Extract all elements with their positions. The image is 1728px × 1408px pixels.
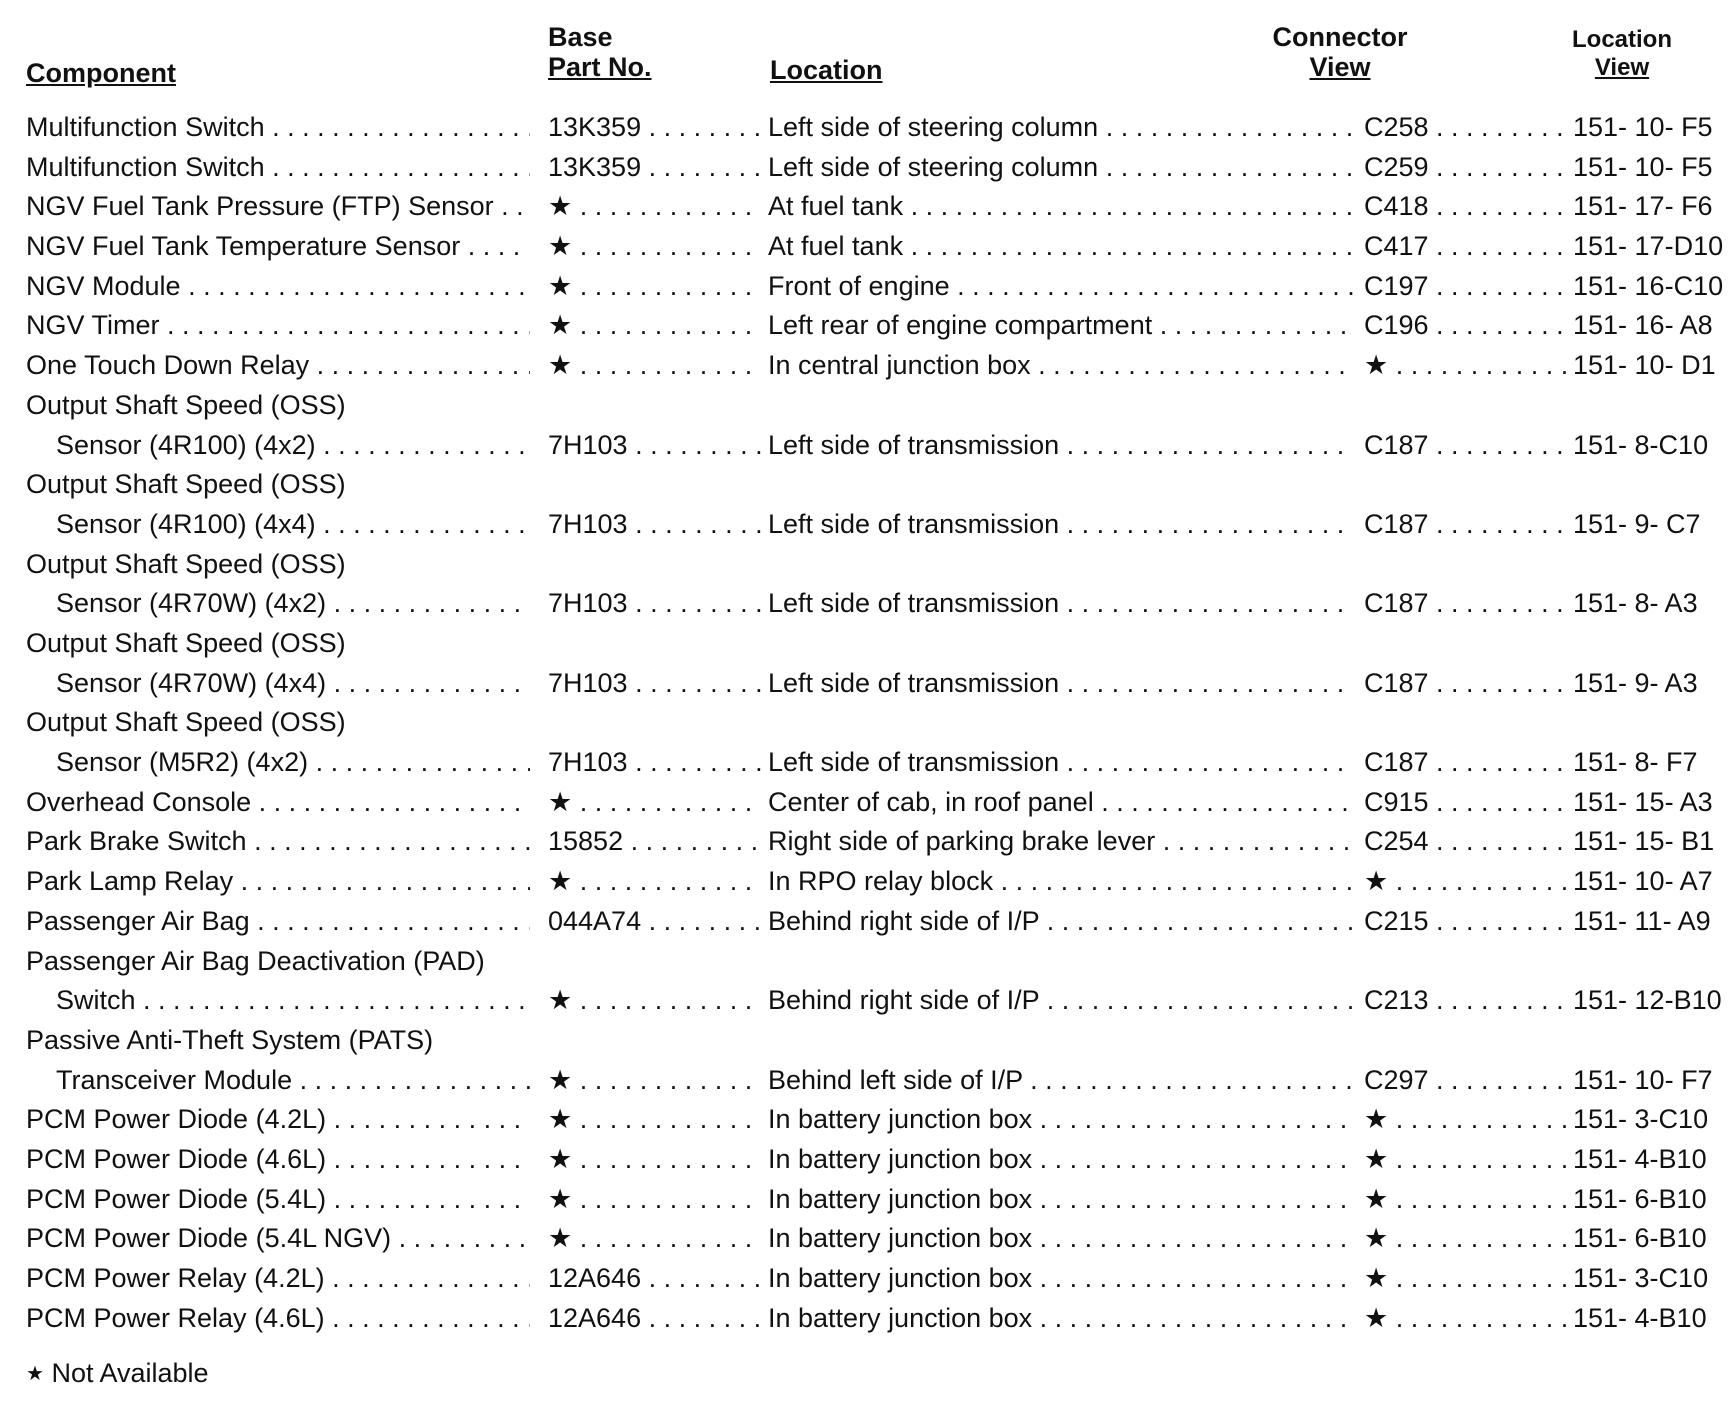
location-view: 151- 8-C10 <box>1573 429 1709 460</box>
location: Behind left side of I/P . . . <box>768 1061 1354 1101</box>
base-part-no: 13K359 . . . <box>548 108 762 148</box>
location: At fuel tank . . . <box>768 187 1354 227</box>
base-part-no: ★ . . . <box>548 1180 762 1220</box>
table-row <box>0 1299 1728 1339</box>
table-row <box>0 783 1728 823</box>
location-view: 151- 3-C10 <box>1573 1263 1709 1294</box>
location-view: 151- 11- A9 <box>1573 905 1711 936</box>
connector-view: ★ . . . <box>1364 1259 1568 1299</box>
location: Right side of parking brake lever . . . <box>768 822 1354 862</box>
location: Left side of steering column . . . <box>768 148 1354 188</box>
base-part-no: 12A646 . . . <box>548 1259 762 1299</box>
location-view: 151- 15- B1 <box>1573 826 1715 857</box>
location: Left side of transmission . . . <box>768 426 1354 466</box>
star-icon: ★ <box>26 1363 44 1385</box>
table-row <box>0 148 1728 188</box>
base-part-no: ★ . . . <box>548 1219 762 1259</box>
header-connector-line2: View <box>1309 52 1371 82</box>
base-part-no: ★ . . . <box>548 187 762 227</box>
base-part-no: ★ . . . <box>548 783 762 823</box>
location: In battery junction box . . . <box>768 1259 1354 1299</box>
location: Front of engine . . . <box>768 267 1354 307</box>
base-part-no: ★ . . . <box>548 306 762 346</box>
base-part-no: ★ . . . <box>548 1140 762 1180</box>
component-name-line1: Passenger Air Bag Deactivation (PAD) <box>26 945 485 976</box>
table-row <box>0 942 1728 1021</box>
header-location <box>770 55 883 85</box>
base-part-no: ★ . . . <box>548 981 762 1021</box>
location-view: 151- 8- A3 <box>1573 588 1698 619</box>
component-name-line1: Output Shaft Speed (OSS) <box>26 707 346 738</box>
connector-view: C417 . . . <box>1364 227 1568 267</box>
location: Behind right side of I/P . . . <box>768 981 1354 1021</box>
component-name: Passenger Air Bag . . . <box>26 902 530 942</box>
location: In central junction box . . . <box>768 346 1354 386</box>
location: At fuel tank . . . <box>768 227 1354 267</box>
header-part-line1: Base <box>548 22 613 52</box>
table-row <box>0 902 1728 942</box>
connector-view: ★ . . . <box>1364 1180 1568 1220</box>
location-view: 151- 16- A8 <box>1573 310 1713 341</box>
connector-view: C187 . . . <box>1364 743 1568 783</box>
base-part-no: 7H103 . . . <box>548 426 762 466</box>
component-name: Park Lamp Relay . . . <box>26 862 530 902</box>
table-row <box>0 108 1728 148</box>
location: In battery junction box . . . <box>768 1299 1354 1339</box>
table-row <box>0 1180 1728 1220</box>
table-row <box>0 822 1728 862</box>
component-name: Multifunction Switch . . . <box>26 148 530 188</box>
component-name: PCM Power Diode (4.2L) . . . <box>26 1100 530 1140</box>
header-connector-line1: Connector <box>1272 22 1408 52</box>
connector-view: ★ . . . <box>1364 862 1568 902</box>
base-part-no: 7H103 . . . <box>548 584 762 624</box>
location: In battery junction box . . . <box>768 1100 1354 1140</box>
base-part-no: ★ . . . <box>548 227 762 267</box>
header-locview-line2: View <box>1594 54 1650 81</box>
location: Left side of steering column . . . <box>768 108 1354 148</box>
location: In battery junction box . . . <box>768 1180 1354 1220</box>
footnote <box>26 1358 209 1389</box>
base-part-no: 15852 . . . <box>548 822 762 862</box>
base-part-no: ★ . . . <box>548 1100 762 1140</box>
location: In RPO relay block . . . <box>768 862 1354 902</box>
connector-view: C187 . . . <box>1364 584 1568 624</box>
location: Left side of transmission . . . <box>768 743 1354 783</box>
component-name: NGV Module . . . <box>26 267 530 307</box>
component-name: Overhead Console . . . <box>26 783 530 823</box>
location: Center of cab, in roof panel . . . <box>768 783 1354 823</box>
base-part-no: 7H103 . . . <box>548 505 762 545</box>
header-location-label: Location <box>770 55 883 85</box>
component-name-line1: Output Shaft Speed (OSS) <box>26 627 346 658</box>
component-name: Sensor (4R70W) (4x4) . . . <box>56 664 530 704</box>
component-name: Switch . . . <box>56 981 530 1021</box>
connector-view: ★ . . . <box>1364 1100 1568 1140</box>
table-row <box>0 1140 1728 1180</box>
location-view: 151- 15- A3 <box>1573 786 1713 817</box>
table-row <box>0 624 1728 703</box>
component-name: NGV Timer . . . <box>26 306 530 346</box>
base-part-no: 044A74 . . . <box>548 902 762 942</box>
header-component <box>26 58 176 88</box>
component-name: PCM Power Relay (4.6L) . . . <box>26 1299 530 1339</box>
table-body <box>0 108 1728 1338</box>
header-location-view <box>1562 26 1682 82</box>
location: Behind right side of I/P . . . <box>768 902 1354 942</box>
location-view: 151- 8- F7 <box>1573 747 1698 778</box>
table-row <box>0 465 1728 544</box>
location-view: 151- 17- F6 <box>1573 191 1713 222</box>
location-view: 151- 4-B10 <box>1573 1143 1707 1174</box>
table-row <box>0 187 1728 227</box>
location-view: 151- 10- F5 <box>1573 112 1713 142</box>
location-view: 151- 12-B10 <box>1573 985 1722 1016</box>
header-locview-line1: Location <box>1572 26 1672 53</box>
base-part-no: ★ . . . <box>548 267 762 307</box>
location: Left side of transmission . . . <box>768 505 1354 545</box>
table-row <box>0 267 1728 307</box>
connector-view: ★ . . . <box>1364 1140 1568 1180</box>
table-row <box>0 862 1728 902</box>
component-name: Multifunction Switch . . . <box>26 108 530 148</box>
base-part-no: ★ . . . <box>548 1061 762 1101</box>
connector-view: ★ . . . <box>1364 1299 1568 1339</box>
base-part-no: 13K359 . . . <box>548 148 762 188</box>
base-part-no: 7H103 . . . <box>548 664 762 704</box>
component-name: PCM Power Relay (4.2L) . . . <box>26 1259 530 1299</box>
location-view: 151- 9- A3 <box>1573 667 1698 698</box>
location-view: 151- 10- F7 <box>1573 1064 1713 1095</box>
component-name: Transceiver Module . . . <box>56 1061 530 1101</box>
component-name: NGV Fuel Tank Temperature Sensor . . . <box>26 227 530 267</box>
component-name: Sensor (4R100) (4x2) . . . <box>56 426 530 466</box>
component-name: Sensor (4R70W) (4x2) . . . <box>56 584 530 624</box>
location: Left side of transmission . . . <box>768 584 1354 624</box>
location: In battery junction box . . . <box>768 1219 1354 1259</box>
component-name: Sensor (4R100) (4x4) . . . <box>56 505 530 545</box>
connector-view: C418 . . . <box>1364 187 1568 227</box>
table-row <box>0 386 1728 465</box>
component-name: Sensor (M5R2) (4x2) . . . <box>56 743 530 783</box>
table-row <box>0 306 1728 346</box>
connector-view: C258 . . . <box>1364 108 1568 148</box>
connector-view: C187 . . . <box>1364 426 1568 466</box>
table-row <box>0 1021 1728 1100</box>
component-name: NGV Fuel Tank Pressure (FTP) Sensor . . . <box>26 187 530 227</box>
location-view: 151- 4-B10 <box>1573 1302 1707 1333</box>
component-name-line1: Passive Anti-Theft System (PATS) <box>26 1024 434 1055</box>
connector-view: C297 . . . <box>1364 1061 1568 1101</box>
connector-view: C915 . . . <box>1364 783 1568 823</box>
connector-view: C215 . . . <box>1364 902 1568 942</box>
location-view: 151- 9- C7 <box>1573 508 1701 539</box>
location-view: 151- 10- F5 <box>1573 151 1713 182</box>
header-component-label: Component <box>26 58 176 88</box>
location-view: 151- 10- A7 <box>1573 866 1713 897</box>
connector-view: ★ . . . <box>1364 346 1568 386</box>
component-name-line1: Output Shaft Speed (OSS) <box>26 389 346 420</box>
location-view: 151- 6-B10 <box>1573 1223 1707 1254</box>
header-part-no <box>548 22 652 82</box>
table-row <box>0 1219 1728 1259</box>
connector-view: C213 . . . <box>1364 981 1568 1021</box>
connector-view: C187 . . . <box>1364 664 1568 704</box>
base-part-no: 12A646 . . . <box>548 1299 762 1339</box>
base-part-no: ★ . . . <box>548 862 762 902</box>
location-view: 151- 16-C10 <box>1573 270 1723 301</box>
component-name: PCM Power Diode (4.6L) . . . <box>26 1140 530 1180</box>
location: In battery junction box . . . <box>768 1140 1354 1180</box>
table-row <box>0 227 1728 267</box>
connector-view: ★ . . . <box>1364 1219 1568 1259</box>
header-part-line2: Part No. <box>548 52 652 82</box>
header-connector-view <box>1270 22 1410 82</box>
table-row <box>0 545 1728 624</box>
component-name-line1: Output Shaft Speed (OSS) <box>26 548 346 579</box>
connector-view: C259 . . . <box>1364 148 1568 188</box>
component-name-line1: Output Shaft Speed (OSS) <box>26 469 346 500</box>
location-view: 151- 17-D10 <box>1573 231 1723 262</box>
table-row <box>0 703 1728 782</box>
connector-view: C197 . . . <box>1364 267 1568 307</box>
table-row <box>0 346 1728 386</box>
connector-view: C187 . . . <box>1364 505 1568 545</box>
component-name: Park Brake Switch . . . <box>26 822 530 862</box>
location-view: 151- 6-B10 <box>1573 1183 1707 1214</box>
connector-view: C196 . . . <box>1364 306 1568 346</box>
base-part-no: ★ . . . <box>548 346 762 386</box>
footnote-text: Not Available <box>51 1358 209 1388</box>
component-name: PCM Power Diode (5.4L NGV) . . . <box>26 1219 530 1259</box>
location: Left rear of engine compartment . . . <box>768 306 1354 346</box>
base-part-no: 7H103 . . . <box>548 743 762 783</box>
connector-view: C254 . . . <box>1364 822 1568 862</box>
component-name: PCM Power Diode (5.4L) . . . <box>26 1180 530 1220</box>
location-view: 151- 3-C10 <box>1573 1104 1709 1135</box>
location: Left side of transmission . . . <box>768 664 1354 704</box>
component-name: One Touch Down Relay . . . <box>26 346 530 386</box>
location-view: 151- 10- D1 <box>1573 350 1716 381</box>
table-row <box>0 1259 1728 1299</box>
table-row <box>0 1100 1728 1140</box>
